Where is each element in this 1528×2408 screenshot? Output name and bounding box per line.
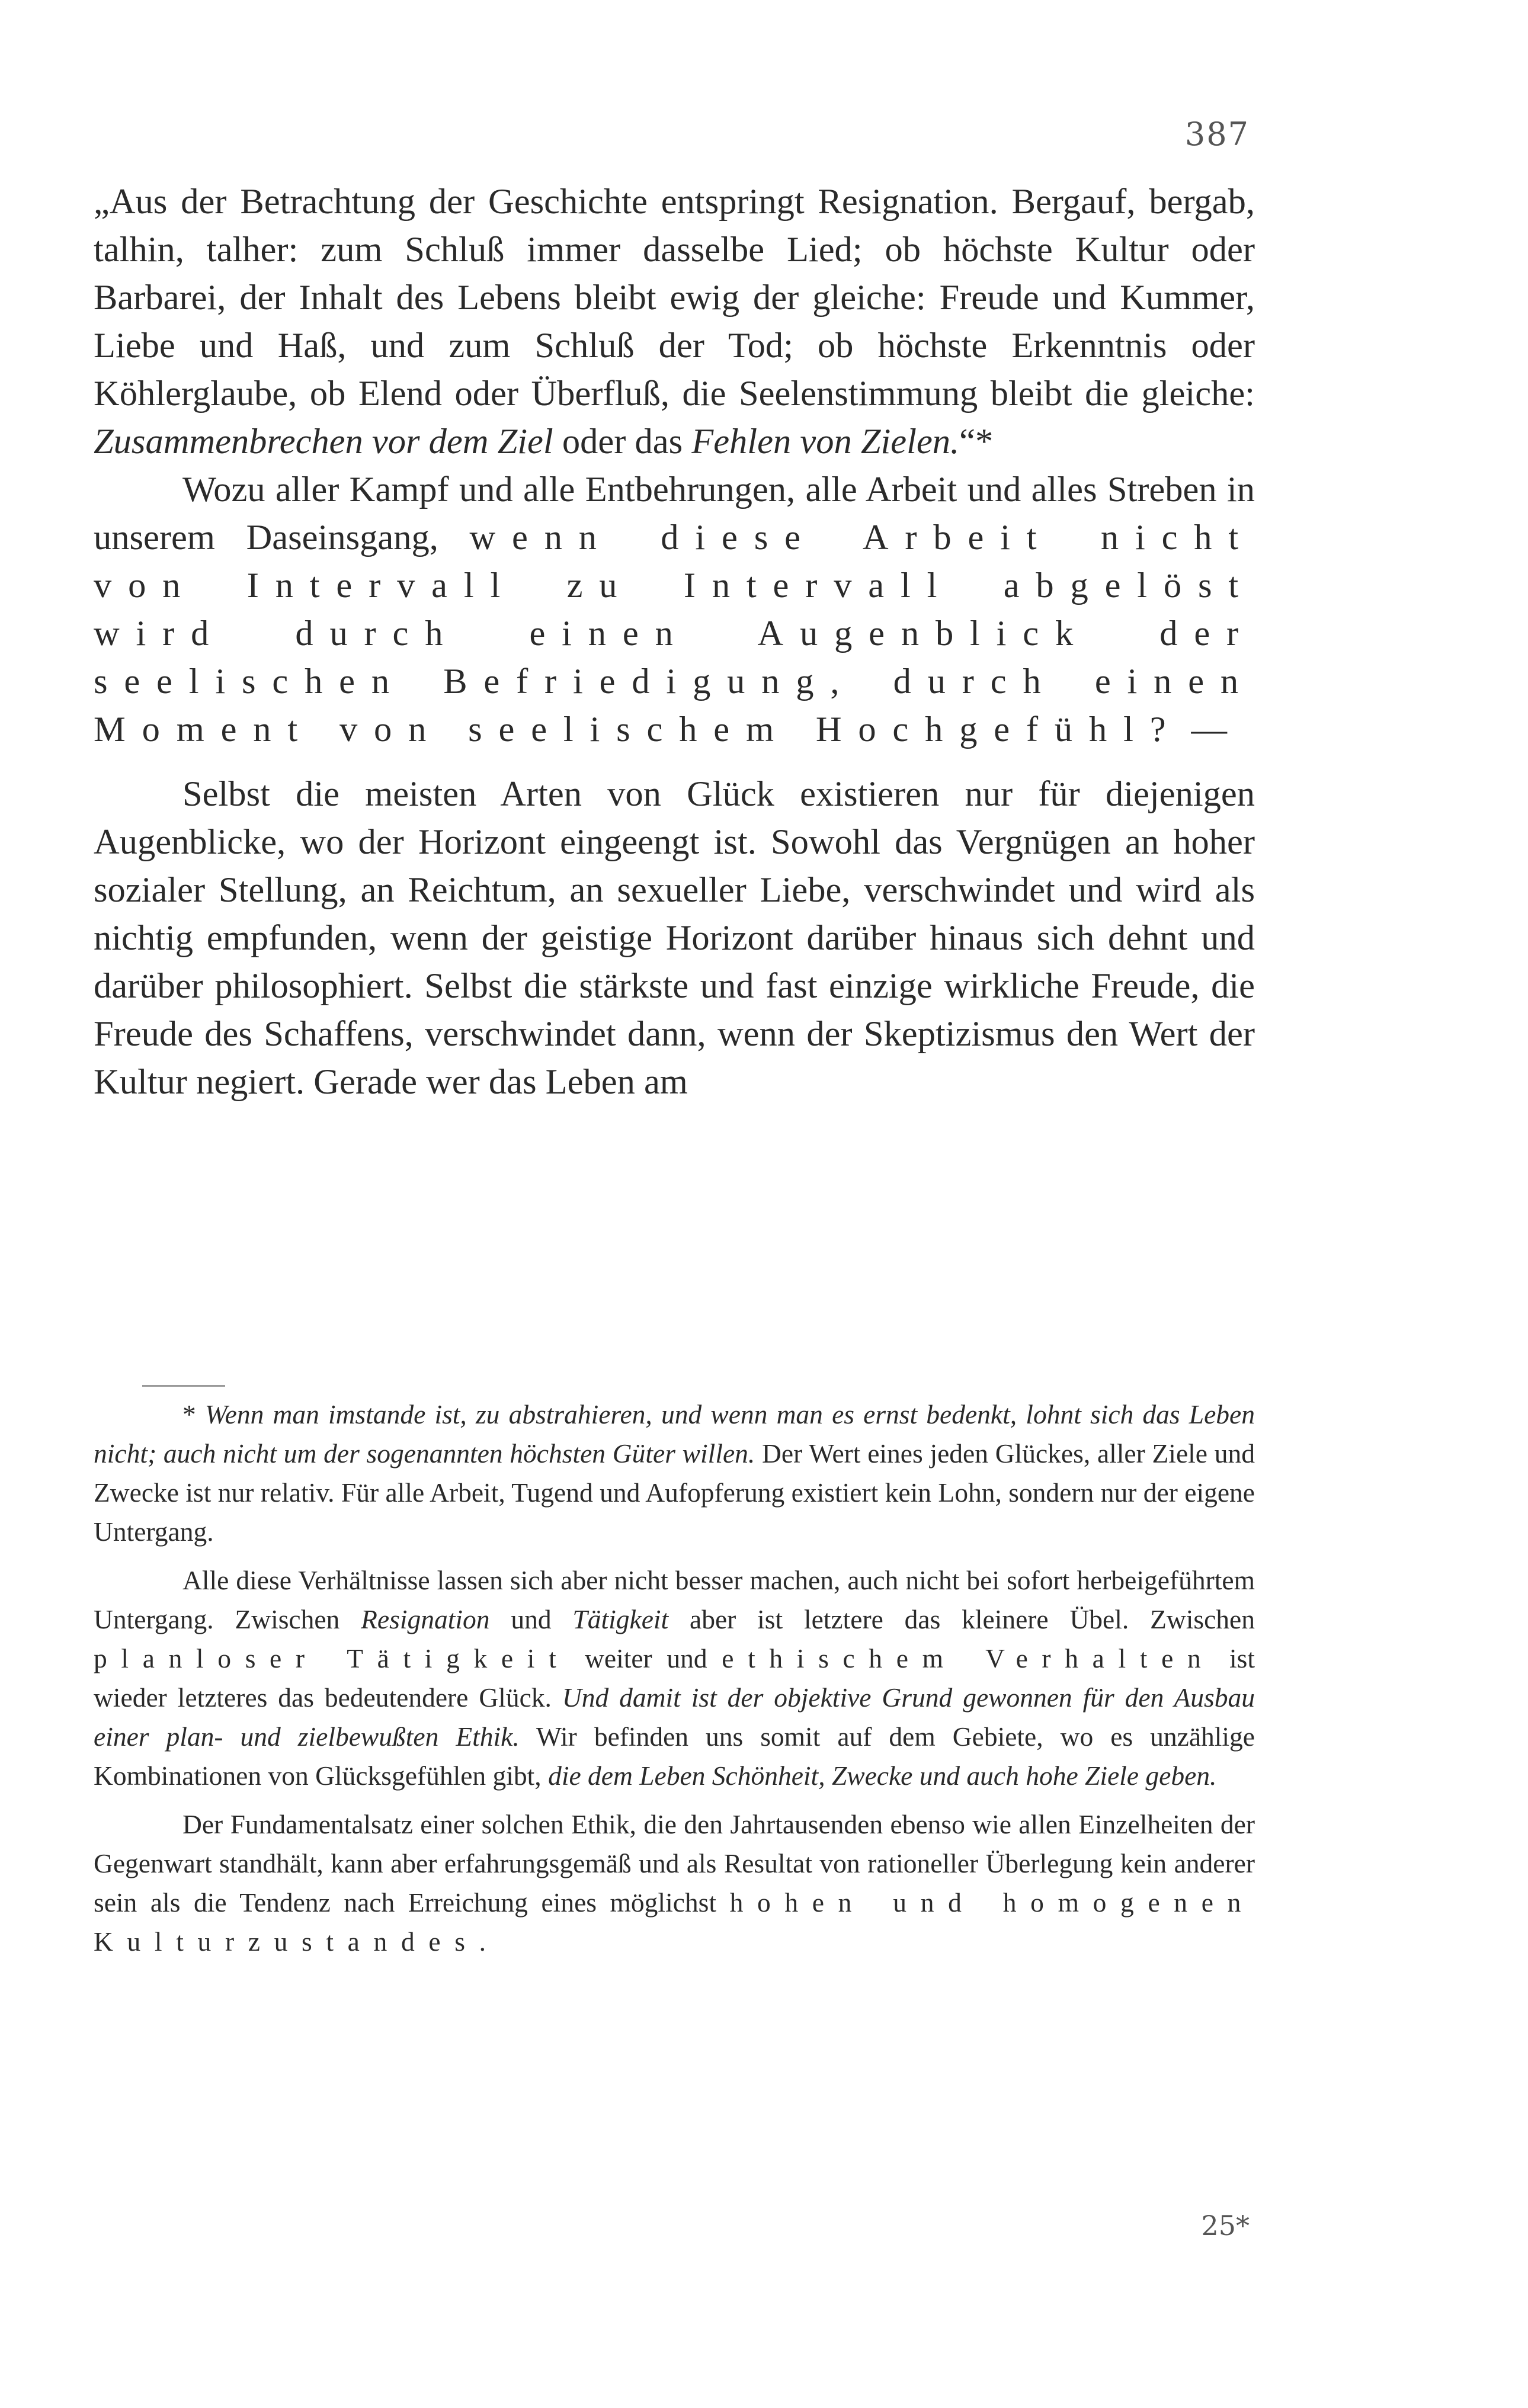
footnote-text-2e: aber ist letztere das kleinere Übel. Zwischen: [668, 1604, 1255, 1634]
paragraph-happiness: Selbst die meisten Arten von Glück existieren nur für diejenigen Augenblicke, wo der Horizont eingeengt ist. Sowohl das Vergnügen an hoher sozialer Stellung, an Reichtum, an sexueller Liebe, verschwindet und wird als nichtig empfunden, wenn der geistige Horizont darüber hinaus sich dehnt und darüber philosophiert. Selbst die stärkste und fast einzige wirkliche Freude, die Freude des Schaffens, verschwindet dann, wenn der Skeptizismus den Wert der Kultur negiert. Gerade wer das Leben am: [94, 774, 1255, 1102]
footnote-emphasis-taetigkeit: Tätigkeit: [572, 1604, 669, 1634]
footnote-divider: [142, 1385, 225, 1387]
paragraph-question: [94, 466, 1255, 753]
footnote-marker: “*: [959, 422, 994, 461]
footnote-emphasis-resignation: Resignation: [361, 1604, 490, 1634]
question-text: Wozu aller Kampf und alle Entbehrungen, alle Arbeit und alles Streben in unserem Daseinsgang,: [94, 470, 1255, 557]
footnote: [94, 1395, 1255, 1961]
question-spaced-emphasis: wenn diese Arbeit nicht von Intervall zu Intervall abgelöst wird durch einen Augenblick der seelischen Befriedigung, durch einen Moment von seelischem Hochgefühl?: [94, 518, 1255, 749]
question-dash: —: [1182, 710, 1228, 749]
quote-emphasis-2: Fehlen von Zielen.: [691, 422, 960, 461]
footnote-text-2i: ist wieder letzteres das bedeutendere Glück.: [94, 1643, 1255, 1713]
footnote-text-3c: .: [479, 1926, 486, 1957]
signature-mark: 25*: [1201, 2210, 1250, 2242]
footnote-text-1: Der Wert eines jeden Glückes, aller Ziele und Zwecke ist nur relativ. Für alle Arbeit, Tugend und Aufopferung existiert kein Lohn, sondern nur der eigene Untergang.: [94, 1438, 1255, 1547]
page-number: 387: [1184, 116, 1250, 153]
quote-text: „Aus der Betrachtung der Geschichte entspringt Resignation. Bergauf, bergab, talhin, talher: zum Schluß immer dasselbe Lied; ob höchste Kultur oder Barbarei, der Inhalt des Lebens bleibt ewig der gleiche: Freude und Kummer, Liebe und Haß, und zum Schluß der Tod; ob höchste Erkenntnis oder Köhlerglaube, ob Elend oder Überfluß, die Seelenstimmung bleibt die gleiche:: [94, 182, 1255, 413]
footnote-emphasis-1: Wenn man imstande ist, zu abstrahieren, und wenn man es ernst bedenkt, lohnt sich das Leben nicht; auch nicht um der sogenannten höchsten Güter willen.: [94, 1399, 1255, 1468]
quote-emphasis-1: Zusammenbrechen vor dem Ziel: [94, 422, 553, 461]
footnote-paragraph-2: [94, 1561, 1255, 1795]
footnote-text-2c: und: [489, 1604, 573, 1634]
footnote-asterisk: *: [182, 1399, 205, 1429]
footnote-spaced-ethischem: ethischem Verhalten: [722, 1643, 1215, 1673]
paragraph-quote: [94, 178, 1255, 466]
footnote-paragraph-1: [94, 1395, 1255, 1551]
footnote-spaced-planloser: planloser Tätigkeit: [94, 1643, 571, 1673]
footnote-emphasis-grund: Und damit ist der objektive Grund gewonnen für den Ausbau einer plan- und zielbewußten Ethik.: [94, 1682, 1255, 1752]
footnote-text-3a: Der Fundamentalsatz einer solchen Ethik, die den Jahrtausenden ebenso wie allen Einzelheiten der Gegenwart standhält, kann aber erfahrungsgemäß und als Resultat von rationeller Überlegung kein anderer sein als die Tendenz nach Erreichung eines möglichst: [94, 1809, 1255, 1918]
footnote-emphasis-ziele: die dem Leben Schönheit, Zwecke und auch hohe Ziele geben.: [548, 1761, 1217, 1791]
main-text: [94, 178, 1255, 1106]
footnote-text-2k: Wir befinden uns somit auf dem Gebiete, wo es unzählige Kombinationen von Glücksgefühlen gibt,: [94, 1721, 1255, 1791]
footnote-text-2g: weiter und: [570, 1643, 722, 1673]
footnote-paragraph-3: [94, 1805, 1255, 1961]
footnote-text-2a: Alle diese Verhältnisse lassen sich aber nicht besser machen, auch nicht bei sofort herbeigeführtem Untergang. Zwischen: [94, 1565, 1255, 1634]
quote-text-2: oder das: [553, 422, 692, 461]
footnote-spaced-kulturzustand: hohen und homogenen Kulturzustandes: [94, 1887, 1255, 1957]
